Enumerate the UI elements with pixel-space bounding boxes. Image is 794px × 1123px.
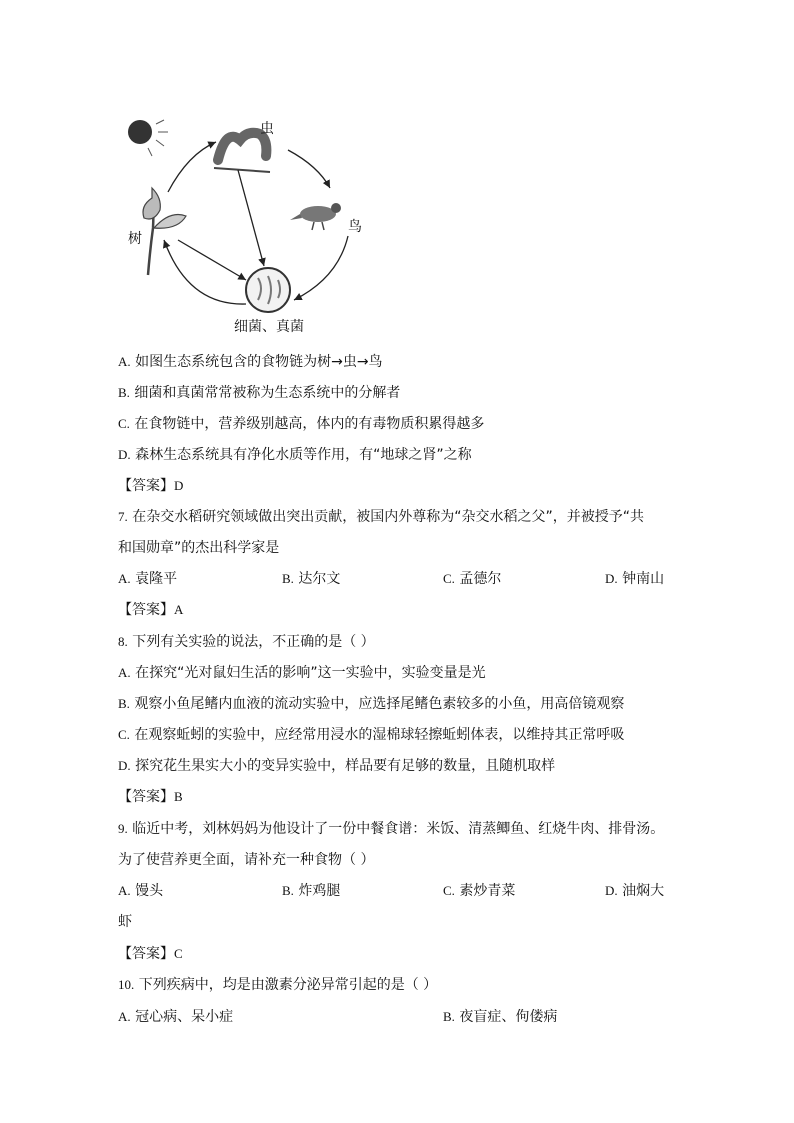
- q8-stem: [118, 632, 375, 652]
- label-tree: 树: [128, 231, 142, 247]
- q7-answer: [118, 600, 183, 620]
- q7-option-b: [282, 569, 340, 589]
- arrow-insect-to-decomposers: [238, 170, 264, 266]
- option-letter: B.: [118, 696, 130, 711]
- option-text: 森林生态系统具有净化水质等作用，有“地球之肾”之称: [135, 447, 472, 463]
- q9-option-a: [118, 881, 163, 901]
- option-text: 钟南山: [622, 571, 665, 587]
- q6-option-c: [118, 414, 484, 434]
- q10-option-a: [118, 1007, 233, 1027]
- arrow-insect-to-bird: [288, 150, 330, 188]
- q6-option-b: [118, 383, 400, 403]
- question-stem: 下列有关实验的说法，不正确的是（ ）: [132, 634, 375, 650]
- ecosystem-diagram-svg: [118, 110, 378, 340]
- option-text: 袁隆平: [135, 571, 178, 587]
- q8-option-c: [118, 725, 624, 745]
- option-letter: A.: [118, 354, 131, 369]
- option-letter: D.: [118, 758, 131, 773]
- option-letter: B.: [443, 1009, 455, 1024]
- option-letter: B.: [282, 883, 294, 898]
- option-text: 在观察蚯蚓的实验中，应经常用浸水的湿棉球轻擦蚯蚓体表，以维持其正常呼吸: [134, 727, 625, 743]
- bird-icon: [290, 203, 341, 230]
- decomposers-icon: [246, 268, 290, 312]
- option-text: 馒头: [135, 883, 164, 899]
- option-letter: A.: [118, 883, 131, 898]
- option-text: 在探究“光对鼠妇生活的影响”这一实验中，实验变量是光: [135, 665, 486, 681]
- answer-value: B: [174, 789, 183, 804]
- answer-label: 【答案】: [118, 789, 174, 805]
- question-number: 7.: [118, 509, 128, 524]
- q7-option-d: [605, 569, 664, 589]
- answer-value: D: [174, 478, 184, 493]
- q7-option-a: [118, 569, 177, 589]
- option-letter: B.: [282, 571, 294, 586]
- label-bird: 鸟: [348, 219, 362, 235]
- q9-option-c: [443, 881, 515, 901]
- label-decomposers: 细菌、真菌: [234, 319, 304, 335]
- q9-answer: [118, 944, 183, 964]
- q7-stem-line2: 和国勋章”的杰出科学家是: [118, 540, 280, 556]
- plant-icon: [143, 188, 186, 275]
- option-letter: D.: [605, 571, 618, 586]
- q9-stem-line2: 为了使营养更全面，请补充一种食物（ ）: [118, 852, 375, 868]
- answer-value: A: [174, 602, 184, 617]
- option-text: 冠心病、呆小症: [135, 1009, 234, 1025]
- option-letter: C.: [443, 883, 455, 898]
- question-number: 10.: [118, 977, 135, 992]
- option-text: 观察小鱼尾鳍内血液的流动实验中，应选择尾鳍色素较多的小鱼，用高倍镜观察: [134, 696, 625, 712]
- option-letter: C.: [118, 727, 130, 742]
- q8-option-d: [118, 756, 555, 776]
- option-text: 达尔文: [298, 571, 341, 587]
- question-number: 8.: [118, 634, 128, 649]
- question-stem: 在杂交水稻研究领域做出突出贡献，被国内外尊称为“杂交水稻之父”，并被授予“共: [132, 509, 644, 525]
- option-text: 如图生态系统包含的食物链为树→虫→鸟: [135, 354, 383, 370]
- answer-label: 【答案】: [118, 602, 174, 618]
- option-text: 素炒青菜: [459, 883, 516, 899]
- option-letter: D.: [118, 447, 131, 462]
- option-text: 油焖大: [622, 883, 665, 899]
- q7-option-c: [443, 569, 501, 589]
- q7-stem-line1: [118, 507, 644, 527]
- q8-option-b: [118, 694, 624, 714]
- label-insect: 虫: [260, 121, 274, 137]
- q9-stem-line1: [118, 819, 664, 839]
- option-letter: B.: [118, 385, 130, 400]
- option-letter: C.: [118, 416, 130, 431]
- q6-option-d: [118, 445, 472, 465]
- arrow-tree-to-insect: [168, 142, 216, 192]
- q6-answer: [118, 476, 183, 496]
- option-text: 细菌和真菌常常被称为生态系统中的分解者: [134, 385, 401, 401]
- option-letter: A.: [118, 665, 131, 680]
- q8-answer: [118, 787, 183, 807]
- option-text: 炸鸡腿: [298, 883, 341, 899]
- caterpillar-icon: [214, 133, 270, 172]
- ecosystem-diagram: [118, 110, 378, 340]
- answer-value: C: [174, 946, 183, 961]
- option-text: 孟德尔: [459, 571, 502, 587]
- sun-icon: [128, 120, 168, 156]
- option-letter: A.: [118, 571, 131, 586]
- q6-option-a: [118, 352, 383, 372]
- option-text: 探究花生果实大小的变异实验中，样品要有足够的数量，且随机取样: [135, 758, 556, 774]
- q10-option-b: [443, 1007, 557, 1027]
- option-letter: D.: [605, 883, 618, 898]
- arrow-tree-to-decomposers: [178, 240, 246, 280]
- q8-option-a: [118, 663, 486, 683]
- q9-option-d-wrap: 虾: [118, 914, 132, 930]
- arrow-bird-to-decomposers: [294, 236, 348, 300]
- answer-label: 【答案】: [118, 478, 174, 494]
- q9-option-b: [282, 881, 340, 901]
- q10-stem: [118, 975, 437, 995]
- option-text: 夜盲症、佝偻病: [459, 1009, 558, 1025]
- question-stem: 下列疾病中，均是由激素分泌异常引起的是（ ）: [138, 977, 438, 993]
- option-letter: C.: [443, 571, 455, 586]
- option-text: 在食物链中，营养级别越高，体内的有毒物质积累得越多: [134, 416, 485, 432]
- answer-label: 【答案】: [118, 946, 174, 962]
- question-stem: 临近中考，刘林妈妈为他设计了一份中餐食谱：米饭、清蒸鲫鱼、红烧牛肉、排骨汤。: [132, 821, 665, 837]
- option-letter: A.: [118, 1009, 131, 1024]
- q9-option-d: [605, 881, 664, 901]
- question-number: 9.: [118, 821, 128, 836]
